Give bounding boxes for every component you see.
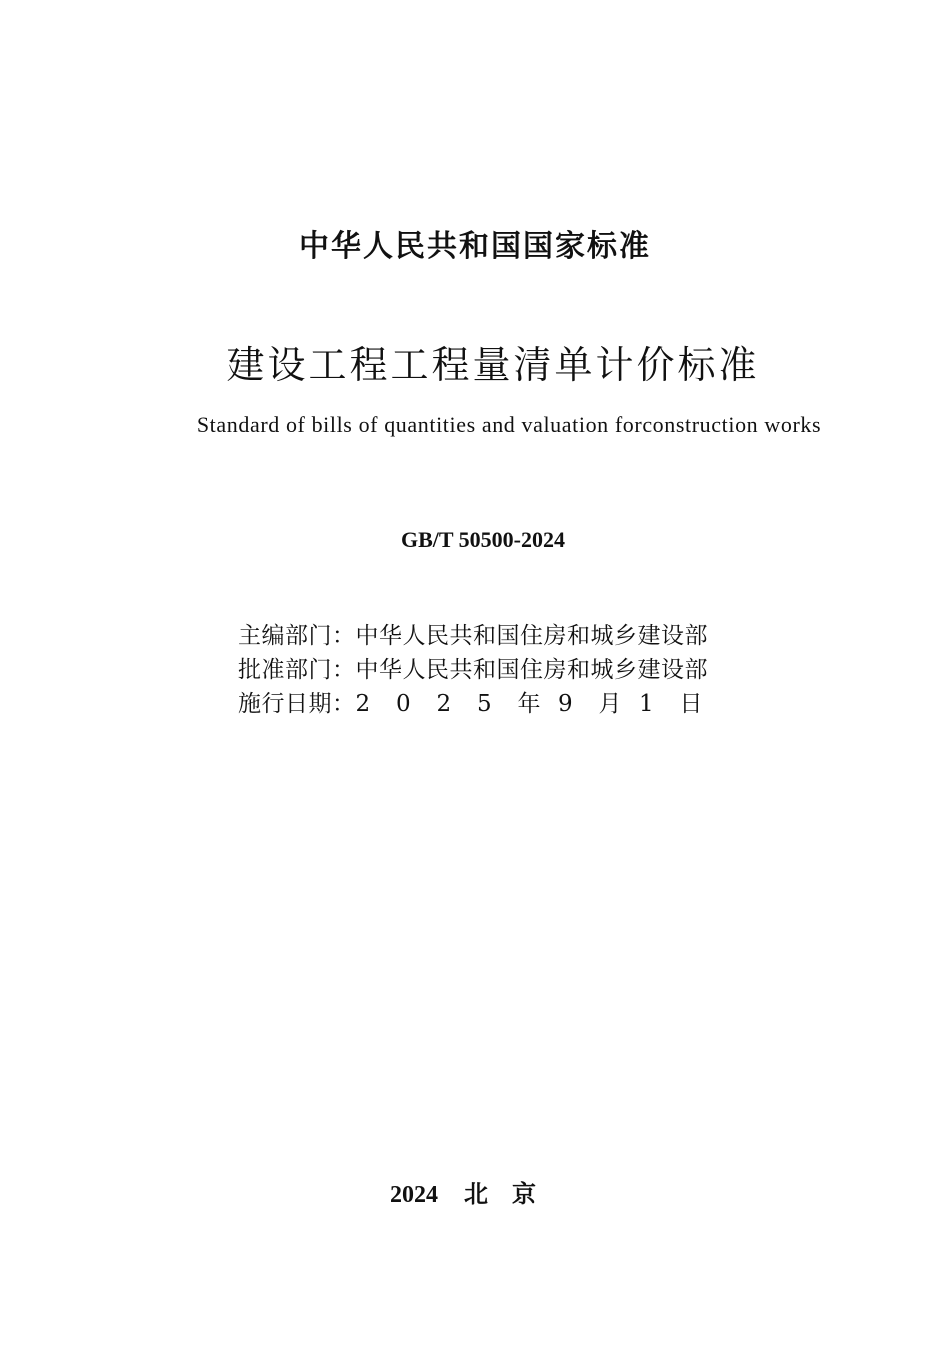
effective-date-value bbox=[356, 691, 721, 717]
approver-label: 批准部门： bbox=[238, 657, 356, 683]
effective-date-row bbox=[238, 687, 720, 721]
approver-row bbox=[238, 653, 720, 687]
approver-value: 中华人民共和国住房和城乡建设部 bbox=[355, 657, 708, 683]
effective-date-label: 施行日期： bbox=[238, 691, 356, 717]
standard-code: GB/T 50500-2024 bbox=[400, 527, 565, 552]
date-day-char: 日 bbox=[679, 691, 703, 717]
date-month: 9 bbox=[558, 691, 573, 717]
editor-value: 中华人民共和国住房和城乡建设部 bbox=[355, 623, 708, 649]
publication-info bbox=[238, 619, 720, 721]
date-digit: 2 bbox=[436, 691, 452, 717]
standard-title-english: Standard of bills of quantities and valuation forconstruction works bbox=[196, 412, 822, 437]
date-month-char: 月 bbox=[598, 691, 622, 717]
date-digit: 0 bbox=[396, 691, 411, 717]
editor-label: 主编部门： bbox=[238, 623, 356, 649]
date-year-char: 年 bbox=[517, 691, 541, 717]
date-day: 1 bbox=[639, 691, 654, 717]
date-digit: 2 bbox=[355, 691, 371, 717]
publication-footer bbox=[0, 1174, 950, 1209]
date-digit: 5 bbox=[477, 691, 492, 717]
publication-year: 2024 bbox=[390, 1182, 438, 1208]
national-standard-heading: 中华人民共和国国家标准 bbox=[299, 229, 651, 264]
standard-title-chinese: 建设工程工程量清单计价标准 bbox=[226, 343, 760, 387]
publication-city: 北京 bbox=[464, 1179, 560, 1208]
editor-row bbox=[238, 619, 720, 653]
